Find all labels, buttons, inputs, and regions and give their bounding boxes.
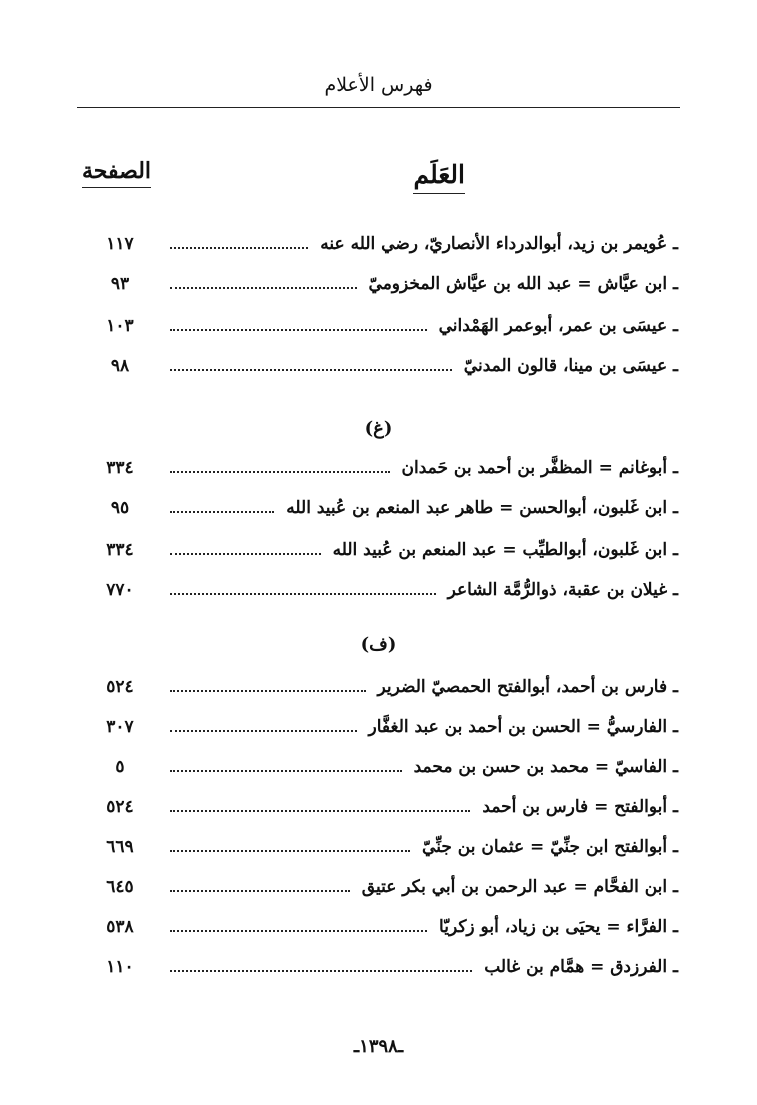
column-heading-page: الصفحة	[82, 158, 151, 188]
leader-dots	[170, 690, 366, 692]
running-head: فهرس الأعلام	[324, 74, 433, 96]
entry-page: ٩٨	[110, 356, 130, 376]
entry-name: ـ غيلان بن عقبة، ذوالرُّمَّة الشاعر	[447, 580, 678, 600]
entry-page: ٣٠٧	[106, 717, 134, 737]
entry-name: ـ فارس بن أحمد، أبوالفتح الحمصيّ الضرير	[377, 677, 678, 697]
entry-page: ٥٣٨	[106, 917, 134, 937]
leader-dots	[170, 553, 321, 555]
entry-page: ٥٢٤	[106, 677, 134, 697]
entry-page: ٥٢٤	[106, 797, 134, 817]
index-entry	[100, 264, 678, 304]
entry-page: ٦٤٥	[106, 877, 134, 897]
index-entry	[100, 224, 678, 264]
index-entry	[100, 787, 678, 827]
entry-name: ـ أبوالفتح = فارس بن أحمد	[482, 797, 678, 817]
entry-name: ـ عيسَى بن مينا، قالون المدنيّ	[463, 356, 678, 376]
entry-name: ـ الفاسيّ = محمد بن حسن بن محمد	[413, 757, 678, 777]
section-letter-fa: (ف)	[360, 634, 397, 655]
leader-dots	[170, 850, 410, 852]
entry-page: ٧٧٠	[106, 580, 134, 600]
index-entry	[100, 306, 678, 346]
leader-dots	[170, 810, 470, 812]
entry-name: ـ الفرزدق = همَّام بن غالب	[484, 957, 678, 977]
entry-page: ٦٦٩	[106, 837, 134, 857]
header-rule	[77, 107, 680, 108]
index-entry	[100, 667, 678, 707]
leader-dots	[170, 593, 436, 595]
leader-dots	[170, 970, 472, 972]
entry-name: ـ أبوالفتح ابن جنِّيّ = عثمان بن جنِّيّ	[422, 837, 678, 857]
index-entry	[100, 488, 678, 528]
page-number: ـ١٣٩٨ـ	[353, 1036, 404, 1057]
leader-dots	[170, 511, 274, 513]
entry-page: ١١٠	[106, 957, 134, 977]
entry-page: ١٠٣	[106, 316, 134, 336]
leader-dots	[170, 369, 452, 371]
entry-name: ـ ابن غَلبون، أبوالحسن = طاهر عبد المنعم بن عُبيد الله	[286, 498, 678, 518]
index-entry	[100, 570, 678, 610]
leader-dots	[170, 770, 402, 772]
index-entry	[100, 947, 678, 987]
entry-page: ٩٣	[110, 274, 130, 294]
index-entry	[100, 530, 678, 570]
index-entry	[100, 707, 678, 747]
index-entry	[100, 827, 678, 867]
leader-dots	[170, 287, 357, 289]
entry-name: ـ ابن الفحَّام = عبد الرحمن بن أبي بكر عتيق	[361, 877, 678, 897]
leader-dots	[170, 329, 427, 331]
entry-page: ٩٥	[110, 498, 130, 518]
leader-dots	[170, 247, 308, 249]
entry-name: ـ أبوغانم = المظفَّر بن أحمد بن حَمدان	[401, 458, 678, 478]
entry-name: ـ عيسَى بن عمر، أبوعمر الهَمْداني	[438, 316, 678, 336]
index-entry	[100, 907, 678, 947]
index-entry	[100, 867, 678, 907]
leader-dots	[170, 471, 390, 473]
entry-name: ـ الفرَّاء = يحيَى بن زياد، أبو زكريّا	[439, 917, 678, 937]
section-letter-ghayn: (غ)	[364, 418, 393, 439]
entry-page: ٣٣٤	[106, 458, 134, 478]
index-entry	[100, 747, 678, 787]
leader-dots	[170, 930, 427, 932]
entry-name: ـ ابن غَلبون، أبوالطيِّب = عبد المنعم بن عُبيد الله	[332, 540, 678, 560]
entry-page: ٥	[115, 757, 125, 777]
entry-name: ـ الفارسيُّ = الحسن بن أحمد بن عبد الغفَّار	[368, 717, 678, 737]
index-entry	[100, 448, 678, 488]
entry-name: ـ ابن عيَّاش = عبد الله بن عيَّاش المخزوميّ	[368, 274, 678, 294]
column-heading-name: العَلَم	[413, 160, 465, 194]
leader-dots	[170, 730, 357, 732]
entry-page: ٣٣٤	[106, 540, 134, 560]
leader-dots	[170, 890, 350, 892]
index-entry	[100, 346, 678, 386]
entry-page: ١١٧	[106, 234, 134, 254]
entry-name: ـ عُويمر بن زيد، أبوالدرداء الأنصاريّ، رضي الله عنه	[320, 234, 678, 254]
